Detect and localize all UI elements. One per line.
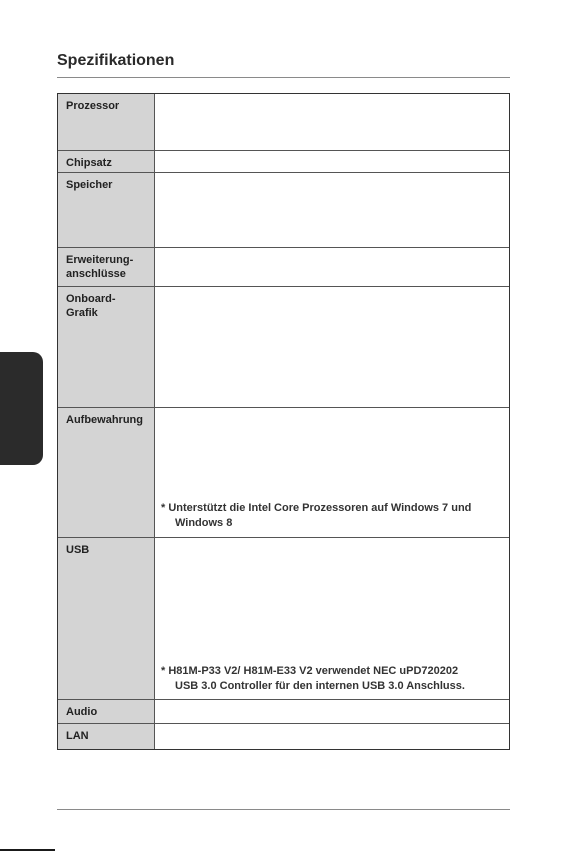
row-value: [155, 151, 509, 172]
row-label-line: Erweiterung-: [66, 254, 134, 266]
footnote: [161, 664, 465, 694]
row-value: [155, 538, 509, 699]
row-audio: [58, 700, 509, 724]
row-label-line: anschlüsse: [66, 268, 126, 280]
row-label: Speicher: [58, 173, 155, 247]
row-label: [58, 287, 155, 407]
row-usb: [58, 538, 509, 700]
row-prozessor: [58, 94, 509, 151]
row-label: Aufbewahrung: [58, 408, 155, 537]
row-label: [58, 248, 155, 286]
page-title: Spezifikationen: [57, 52, 175, 69]
row-label: Prozessor: [58, 94, 155, 150]
row-value: [155, 408, 509, 537]
row-value: [155, 173, 509, 247]
footnote-line: * Unterstützt die Intel Core Prozessoren auf Windows 7 und: [161, 502, 472, 514]
row-value: [155, 287, 509, 407]
spec-table: [57, 93, 510, 750]
row-onboard-grafik: [58, 287, 509, 408]
footer-divider: [57, 809, 510, 810]
footnote-line: Windows 8: [175, 517, 233, 529]
row-value: [155, 94, 509, 150]
row-erweiterung: [58, 248, 509, 287]
row-aufbewahrung: [58, 408, 509, 538]
row-label: USB: [58, 538, 155, 699]
row-label: LAN: [58, 724, 155, 749]
row-chipsatz: [58, 151, 509, 173]
footnote: [161, 501, 471, 531]
row-label: Chipsatz: [58, 151, 155, 172]
language-side-tab: [0, 352, 43, 465]
row-lan: [58, 724, 509, 749]
row-label-line: Grafik: [66, 307, 98, 319]
row-label-line: Onboard-: [66, 293, 116, 305]
footnote-line: * H81M-P33 V2/ H81M-E33 V2 verwendet NEC uPD720202: [161, 665, 459, 677]
row-label: Audio: [58, 700, 155, 723]
title-divider: [57, 77, 510, 78]
row-value: [155, 248, 509, 286]
row-speicher: [58, 173, 509, 248]
row-value: [155, 724, 509, 749]
row-value: [155, 700, 509, 723]
footnote-line: USB 3.0 Controller für den internen USB 3.0 Anschluss.: [175, 680, 465, 692]
